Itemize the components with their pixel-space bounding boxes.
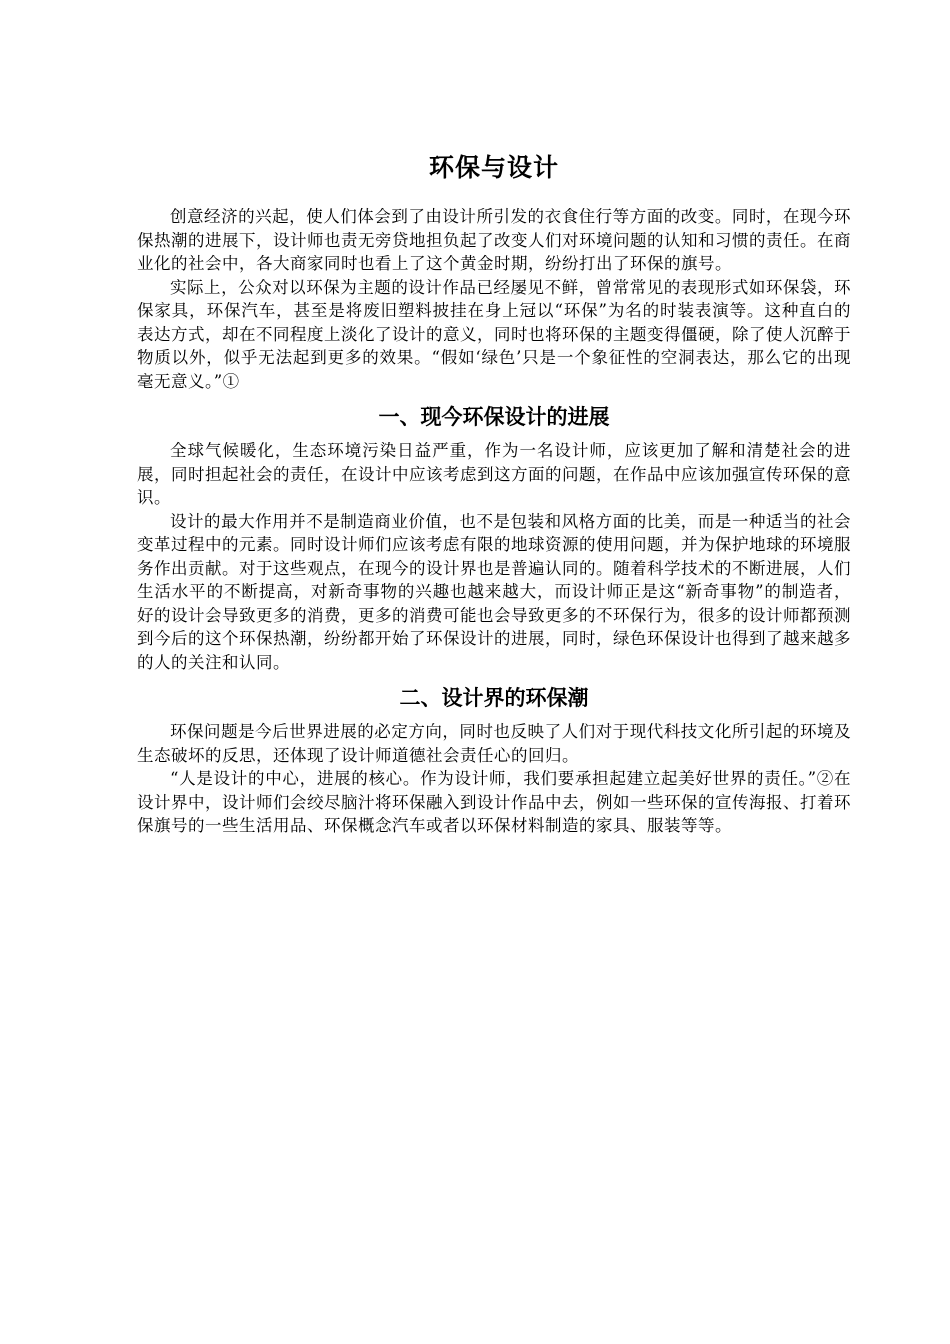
intro-block (137, 205, 851, 393)
section-2-paragraph-2: “人是设计的中心，进展的核心。作为设计师，我们要承担起建立起美好世界的责任。”②在设计界中，设计师们会绞尽脑汁将环保融入到设计作品中去，例如一些环保的宣传海报、打着环保旗号的一些生活用品、环保概念汽车或者以环保材料制造的家具、服装等等。 (137, 769, 851, 835)
document-page (137, 148, 851, 838)
section-1-paragraph-1: 全球气候暖化，生态环境污染日益严重，作为一名设计师，应该更加了解和清楚社会的进展，同时担起社会的责任，在设计中应该考虑到这方面的问题，在作品中应该加强宣传环保的意识。 (137, 441, 851, 507)
document-title: 环保与设计 (428, 153, 559, 182)
section-2-paragraph-1: 环保问题是今后世界进展的必定方向，同时也反映了人们对于现代科技文化所引起的环境及生态破坏的反思，还体现了设计师道德社会责任心的回归。 (137, 722, 851, 765)
section-1 (137, 399, 851, 674)
section-1-paragraph-2: 设计的最大作用并不是制造商业价值，也不是包装和风格方面的比美，而是一种适当的社会变革过程中的元素。同时设计师们应该考虑有限的地球资源的使用问题，并为保护地球的环境服务作出贡献。对于这些观点，在现今的设计界也是普遍认同的。随着科学技术的不断进展，人们生活水平的不断提高，对新奇事物的兴趣也越来越大，而设计师正是这“新奇事物”的制造者，好的设计会导致更多的消费，更多的消费可能也会导致更多的不环保行为，很多的设计师都预测到今后的这个环保热潮，纷纷都开始了环保设计的进展，同时，绿色环保设计也得到了越来越多的人的关注和认同。 (137, 511, 851, 672)
intro-paragraph-1: 创意经济的兴起，使人们体会到了由设计所引发的衣食住行等方面的改变。同时，在现今环保热潮的进展下，设计师也责无旁贷地担负起了改变人们对环境问题的认知和习惯的责任。在商业化的社会中，各大商家同时也看上了这个黄金时期，纷纷打出了环保的旗号。 (137, 207, 851, 273)
section-2 (137, 680, 851, 838)
intro-paragraph-2: 实际上，公众对以环保为主题的设计作品已经屡见不鲜，曾常常见的表现形式如环保袋，环保家具，环保汽车，甚至是将废旧塑料披挂在身上冠以“环保”为名的时装表演等。这种直白的表达方式，却在不同程度上淡化了设计的意义，同时也将环保的主题变得僵硬，除了使人沉醉于物质以外，似乎无法起到更多的效果。“假如‘绿色’只是一个象征性的空洞表达，那么它的出现毫无意义。”① (137, 277, 851, 391)
section-heading-2: 二、设计界的环保潮 (399, 686, 589, 710)
section-heading-1: 一、现今环保设计的进展 (378, 405, 610, 429)
